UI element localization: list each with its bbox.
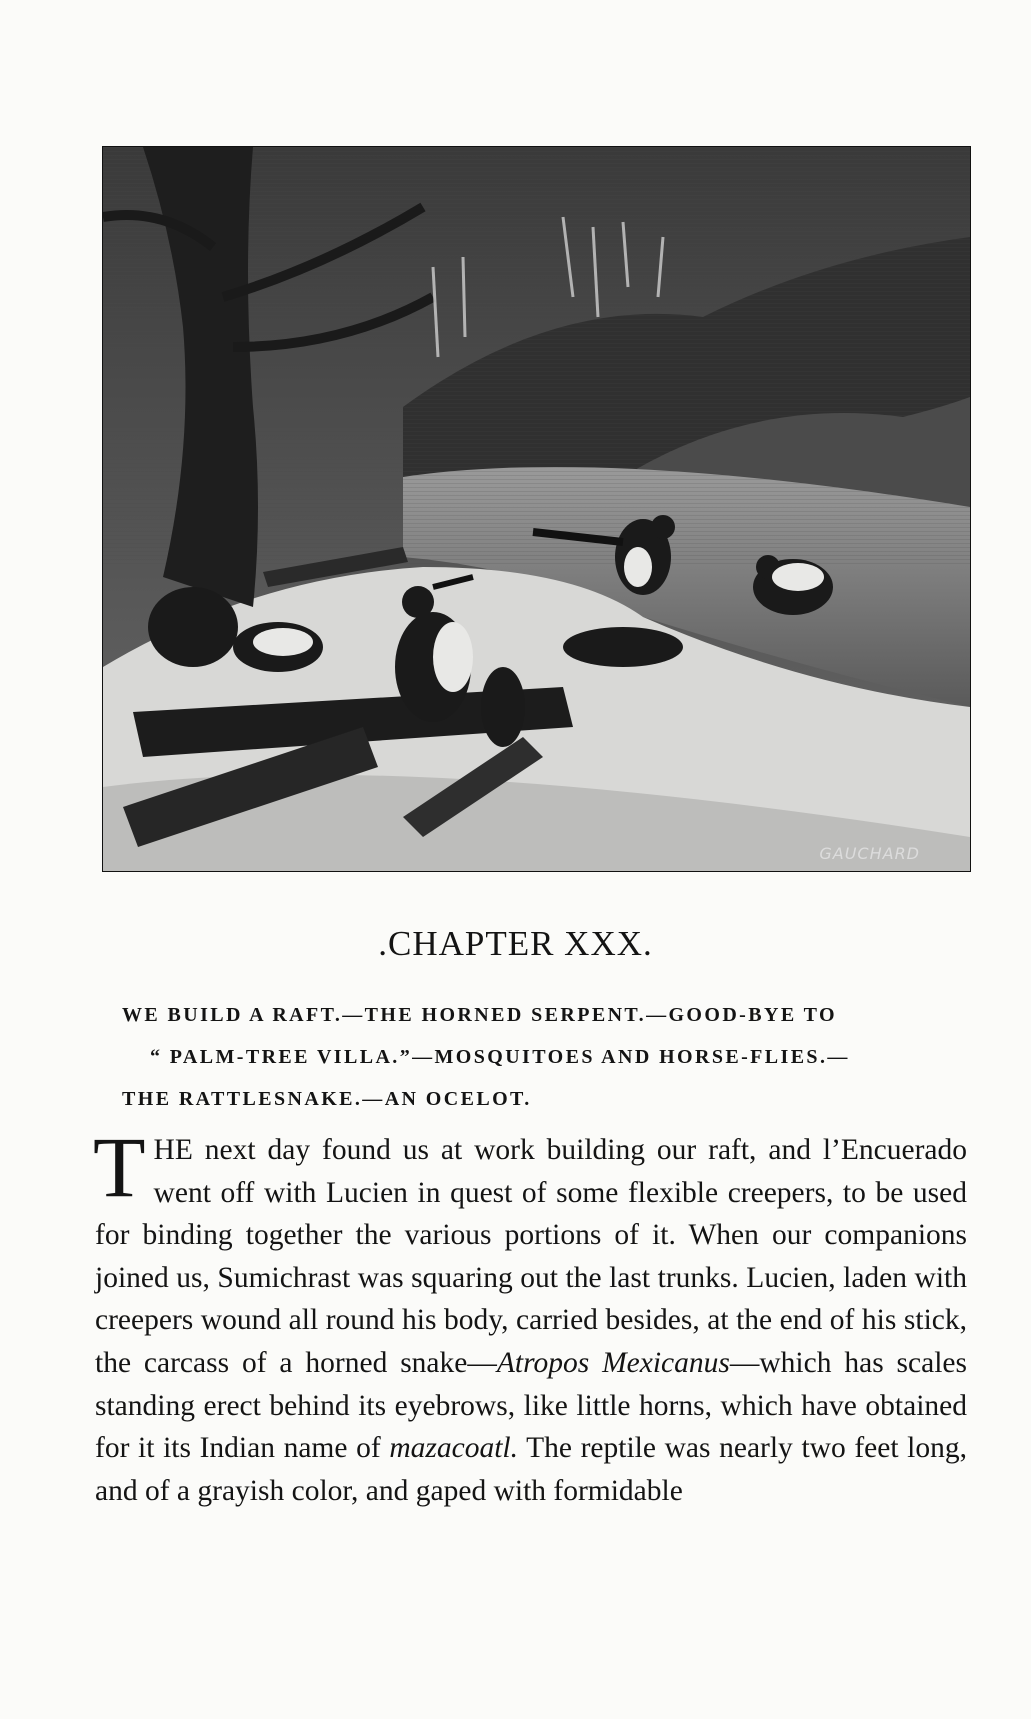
body-paragraph <box>93 1119 968 1512</box>
summary-line: THE RATTLESNAKE.—AN OCELOT. <box>122 1088 532 1110</box>
chapter-illustration <box>102 146 971 872</box>
drop-cap: T <box>93 1119 146 1215</box>
summary-line: “ PALM-TREE VILLA.”—MOSQUITOES AND HORSE-FLIES.— <box>150 1046 850 1068</box>
body-text-mid: —which has scales standing erect behind its eyebrows, like little horns, which have obtained for it its Indian name of <box>95 1346 967 1465</box>
body-text-start: HE next day found us at work building our raft, and l’Encuerado went off with Lucien in quest of some flexible creepers, to be used for binding together the various portions of it. When our companions joined us, Sumichrast was squaring out the last trunks. Lucien, laden with creepers wound all round his body, carried besides, at the end of his stick, the carcass of a horned snake— <box>95 1134 967 1379</box>
illustrator-signature: GAUCHARD <box>819 844 920 863</box>
chapter-body <box>93 1119 968 1512</box>
chapter-summary <box>122 994 968 1120</box>
indian-name: mazacoatl. <box>389 1432 518 1465</box>
chapter-title: .CHAPTER XXX. <box>378 924 653 963</box>
summary-line: WE BUILD A RAFT.—THE HORNED SERPENT.—GOOD-BYE TO <box>122 1004 837 1026</box>
species-name: Atropos Mexicanus <box>496 1346 730 1379</box>
body-text-end: The reptile was nearly two feet long, and of a grayish color, and gaped with formidable <box>95 1432 968 1507</box>
engraving-raft-building-scene-icon <box>103 147 970 871</box>
